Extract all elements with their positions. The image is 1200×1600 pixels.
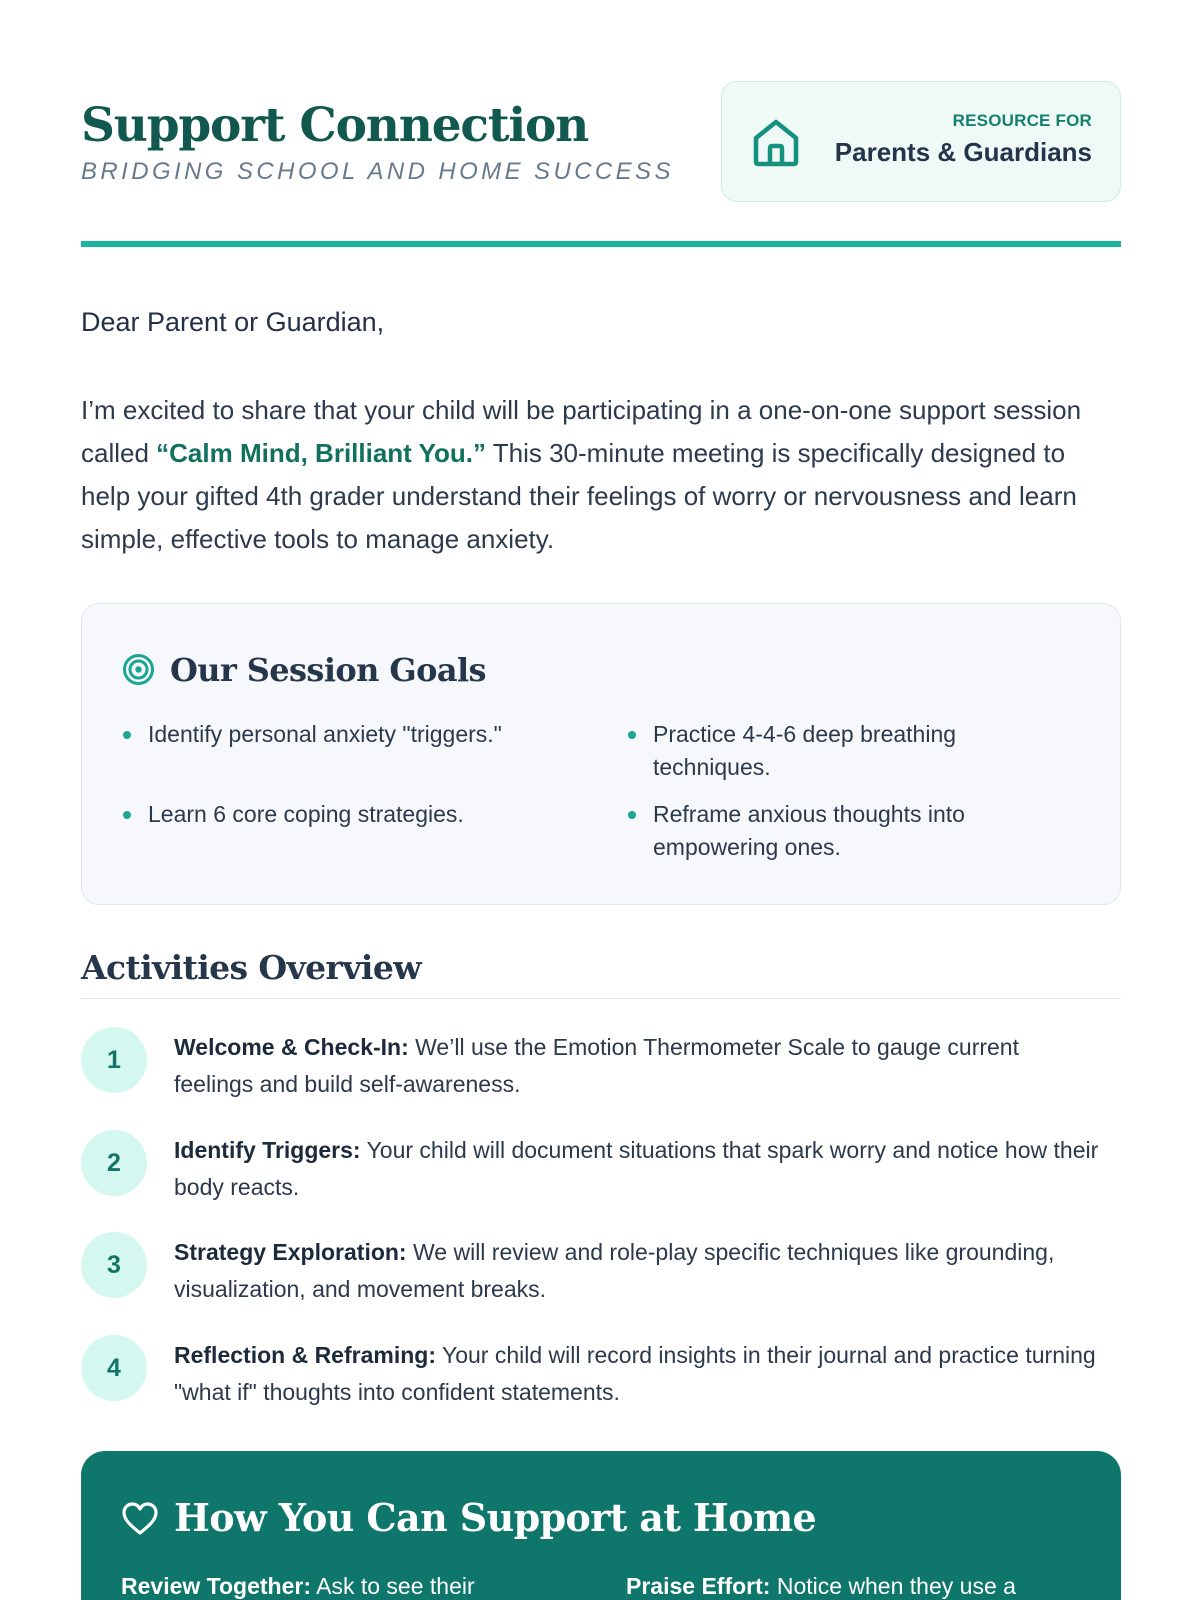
newsletter-page bbox=[81, 0, 1121, 1599]
support-tip bbox=[121, 1569, 561, 1600]
tip-text: Ask to see their bbox=[311, 1573, 475, 1599]
session-goals-card bbox=[81, 603, 1121, 905]
resource-audience: Parents & Guardians bbox=[834, 137, 1092, 167]
step-description: We’ll use the Emotion Thermometer Scale to gauge current feelings and build self-awareness. bbox=[174, 1034, 1019, 1097]
goal-text: Practice 4-4-6 deep breathing techniques. bbox=[653, 721, 957, 780]
step-label: Welcome & Check-In: bbox=[174, 1034, 409, 1060]
support-title: How You Can Support at Home bbox=[174, 1495, 817, 1540]
step-number: 4 bbox=[81, 1335, 147, 1401]
goal-item bbox=[627, 798, 1047, 864]
step-description: Your child will document situations that spark worry and notice how their body reacts. bbox=[174, 1137, 1099, 1200]
goal-text: Learn 6 core coping strategies. bbox=[148, 801, 464, 827]
target-icon bbox=[122, 653, 155, 686]
goal-text: Identify personal anxiety "triggers." bbox=[148, 721, 502, 747]
intro-text-after: This 30-minute meeting is specifically designed to help your gifted 4th grader understand their feelings of worry or nervousness and learn simple, effective tools to manage anxiety. bbox=[81, 438, 1077, 554]
tip-label: Review Together: bbox=[121, 1573, 311, 1599]
step-text bbox=[174, 1029, 1104, 1103]
goal-item bbox=[122, 798, 542, 831]
tip-text: Notice when they use a bbox=[770, 1573, 1016, 1599]
step-text bbox=[174, 1132, 1104, 1206]
activities-divider bbox=[81, 998, 1121, 999]
goal-text: Reframe anxious thoughts into empowering ones. bbox=[653, 801, 965, 860]
resource-badge bbox=[721, 81, 1121, 202]
page-title: Support Connection bbox=[81, 98, 589, 153]
support-at-home-panel bbox=[81, 1451, 1121, 1600]
house-icon bbox=[751, 116, 801, 168]
support-tip bbox=[626, 1569, 1066, 1600]
header bbox=[81, 0, 1121, 248]
step-number: 3 bbox=[81, 1232, 147, 1298]
step-label: Strategy Exploration: bbox=[174, 1239, 407, 1265]
bullet-dot bbox=[123, 731, 131, 739]
goals-title: Our Session Goals bbox=[170, 651, 486, 689]
page-subtitle: BRIDGING SCHOOL AND HOME SUCCESS bbox=[81, 158, 674, 185]
header-divider bbox=[81, 241, 1121, 247]
salutation: Dear Parent or Guardian, bbox=[81, 307, 385, 337]
step-number: 1 bbox=[81, 1027, 147, 1093]
step-label: Reflection & Reframing: bbox=[174, 1342, 436, 1368]
session-name: “Calm Mind, Brilliant You.” bbox=[156, 438, 486, 468]
goal-item bbox=[122, 718, 542, 751]
step-number: 2 bbox=[81, 1130, 147, 1196]
step-label: Identify Triggers: bbox=[174, 1137, 361, 1163]
step-text bbox=[174, 1234, 1104, 1308]
heart-icon bbox=[121, 1501, 159, 1537]
step-description: Your child will record insights in their journal and practice turning "what if" thoughts into confident statements. bbox=[174, 1342, 1096, 1405]
goal-item bbox=[627, 718, 1047, 784]
step-description: We will review and role-play specific techniques like grounding, visualization, and movement breaks. bbox=[174, 1239, 1055, 1302]
resource-kicker: RESOURCE FOR bbox=[952, 111, 1092, 130]
step-text bbox=[174, 1337, 1104, 1411]
bullet-dot bbox=[123, 811, 131, 819]
bullet-dot bbox=[628, 731, 636, 739]
tip-label: Praise Effort: bbox=[626, 1573, 771, 1599]
activities-title: Activities Overview bbox=[81, 948, 422, 987]
intro-paragraph bbox=[81, 389, 1121, 561]
intro-text-before: I’m excited to share that your child will be participating in a one-on-one support session called bbox=[81, 395, 1082, 468]
bullet-dot bbox=[628, 811, 636, 819]
